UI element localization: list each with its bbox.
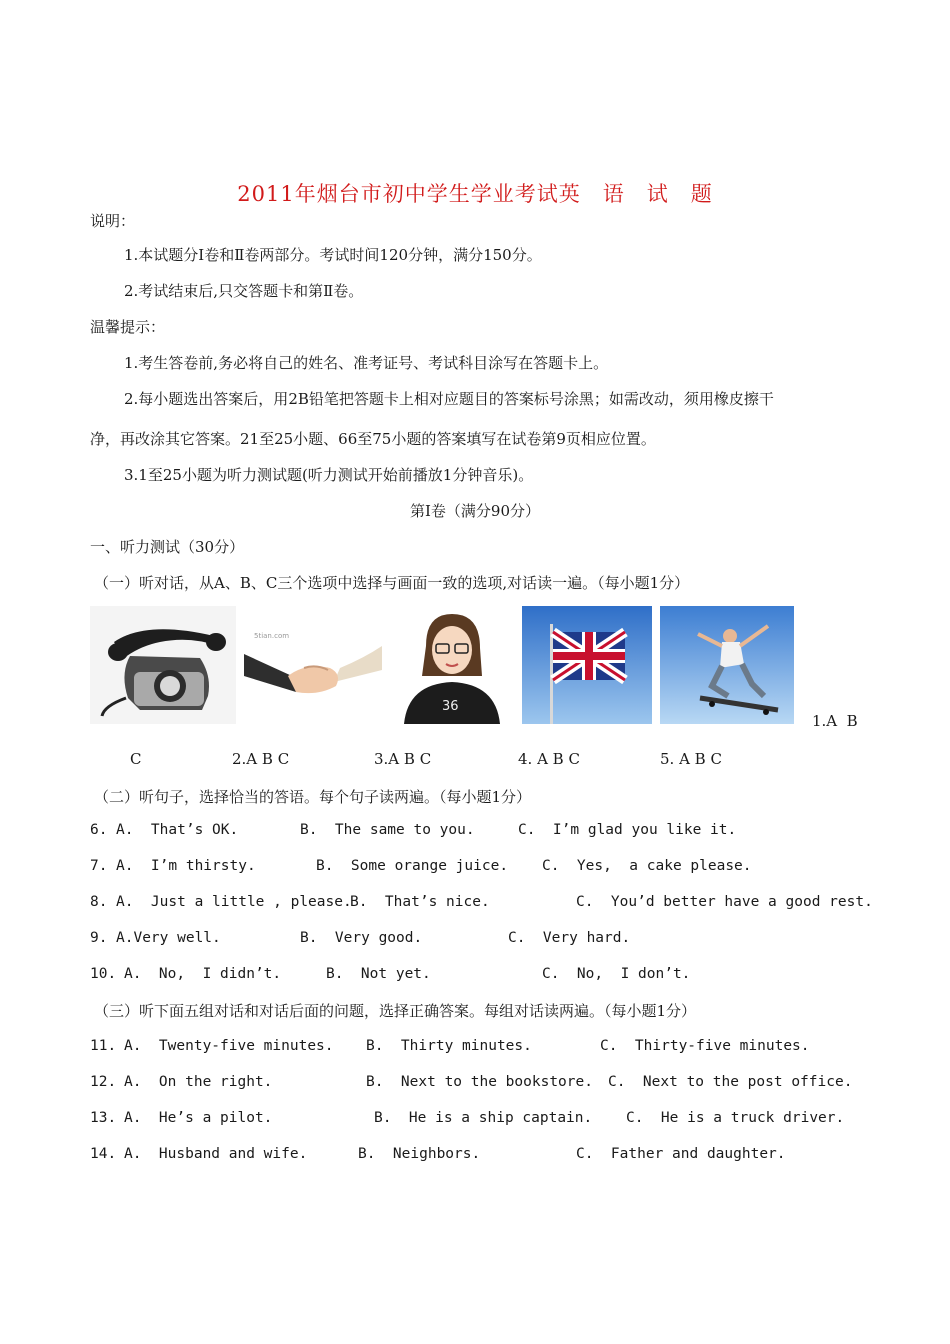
part-heading: （三）听下面五组对话和对话后面的问题，选择正确答案。每组对话读两遍。（每小题1分）: [94, 1002, 697, 1020]
option-b: B. Neighbors.: [358, 1146, 481, 1162]
tip-item: 1.考生答卷前,务必将自己的姓名、准考证号、考试科目涂写在答题卡上。: [124, 354, 609, 372]
tip-item: 3.1至25小题为听力测试题(听力测试开始前播放1分钟音乐)。: [124, 466, 534, 484]
q1-options: 1.A B: [812, 712, 858, 730]
option-b: B. He is a ship captain.: [374, 1110, 593, 1126]
q5-options: 5. A B C: [660, 750, 722, 768]
option-b: B. That’s nice.: [350, 894, 490, 910]
option-b: B. Some orange juice.: [316, 858, 509, 874]
part-heading: （一）听对话，从A、B、C三个选项中选择与画面一致的选项,对话读一遍。（每小题1分）: [94, 574, 690, 592]
notes-heading: 说明：: [90, 212, 136, 230]
option-a: A. Twenty-five minutes.: [124, 1038, 334, 1054]
option-a: A. He’s a pilot.: [124, 1110, 273, 1126]
question-number: 8.: [90, 894, 108, 910]
telephone-picture: [90, 606, 236, 724]
option-c: C. Thirty-five minutes.: [600, 1038, 810, 1054]
option-c: C. I’m glad you like it.: [518, 822, 737, 838]
option-a: A.Very well.: [116, 930, 221, 946]
tip-item: 2.每小题选出答案后，用2B铅笔把答题卡上相对应题目的答案标号涂黑；如需改动，须用橡皮擦干: [124, 390, 774, 408]
note-item: 1.本试题分Ⅰ卷和Ⅱ卷两部分。考试时间120分钟，满分150分。: [124, 246, 542, 264]
girl-picture: [390, 606, 514, 724]
question-number: 7.: [90, 858, 108, 874]
note-item: 2.考试结束后,只交答题卡和第Ⅱ卷。: [124, 282, 364, 300]
option-a: A. On the right.: [124, 1074, 273, 1090]
tips-heading: 温馨提示：: [90, 318, 166, 336]
volume-heading: 第Ⅰ卷（满分90分）: [409, 502, 540, 520]
option-b: B. Not yet.: [326, 966, 431, 982]
question-number: 12.: [90, 1074, 117, 1090]
option-b: B. Next to the bookstore.: [366, 1074, 593, 1090]
q2-options: 2.A B C: [232, 750, 290, 768]
watermark-text: 5tian.com: [254, 632, 290, 640]
question-number: 6.: [90, 822, 108, 838]
exam-title: 2011年烟台市初中学生学业考试英 语 试 题: [237, 182, 713, 206]
option-c: C. Very hard.: [508, 930, 631, 946]
question-number: 10.: [90, 966, 117, 982]
option-a: A. Just a little , please.: [116, 894, 352, 910]
option-b: B. Thirty minutes.: [366, 1038, 532, 1054]
tip-item-continued: 净，再改涂其它答案。21至25小题、66至75小题的答案填写在试卷第9页相应位置。: [90, 430, 656, 448]
option-b: B. Very good.: [300, 930, 423, 946]
q3-options: 3.A B C: [374, 750, 432, 768]
option-a: A. Husband and wife.: [124, 1146, 308, 1162]
option-b: B. The same to you.: [300, 822, 475, 838]
option-c: C. No, I don’t.: [542, 966, 691, 982]
option-a: A. That’s OK.: [116, 822, 239, 838]
question-number: 11.: [90, 1038, 117, 1054]
section-heading: 一、听力测试（30分）: [90, 538, 245, 556]
option-a: A. I’m thirsty.: [116, 858, 256, 874]
svg-text:36: 36: [442, 699, 459, 714]
part-heading: （二）听句子，选择恰当的答语。每个句子读两遍。（每小题1分）: [94, 788, 532, 806]
handshake-picture: [244, 606, 382, 724]
q1-option-c: C: [130, 750, 142, 768]
question-number: 14.: [90, 1146, 117, 1162]
q4-options: 4. A B C: [518, 750, 580, 768]
union-jack-picture: [522, 606, 652, 724]
option-c: C. Next to the post office.: [608, 1074, 853, 1090]
question-number: 13.: [90, 1110, 117, 1126]
option-c: C. He is a truck driver.: [626, 1110, 845, 1126]
option-c: C. Yes, a cake please.: [542, 858, 752, 874]
option-c: C. You’d better have a good rest.: [576, 894, 873, 910]
skateboarder-picture: [660, 606, 794, 724]
option-c: C. Father and daughter.: [576, 1146, 786, 1162]
option-a: A. No, I didn’t.: [124, 966, 282, 982]
question-number: 9.: [90, 930, 108, 946]
